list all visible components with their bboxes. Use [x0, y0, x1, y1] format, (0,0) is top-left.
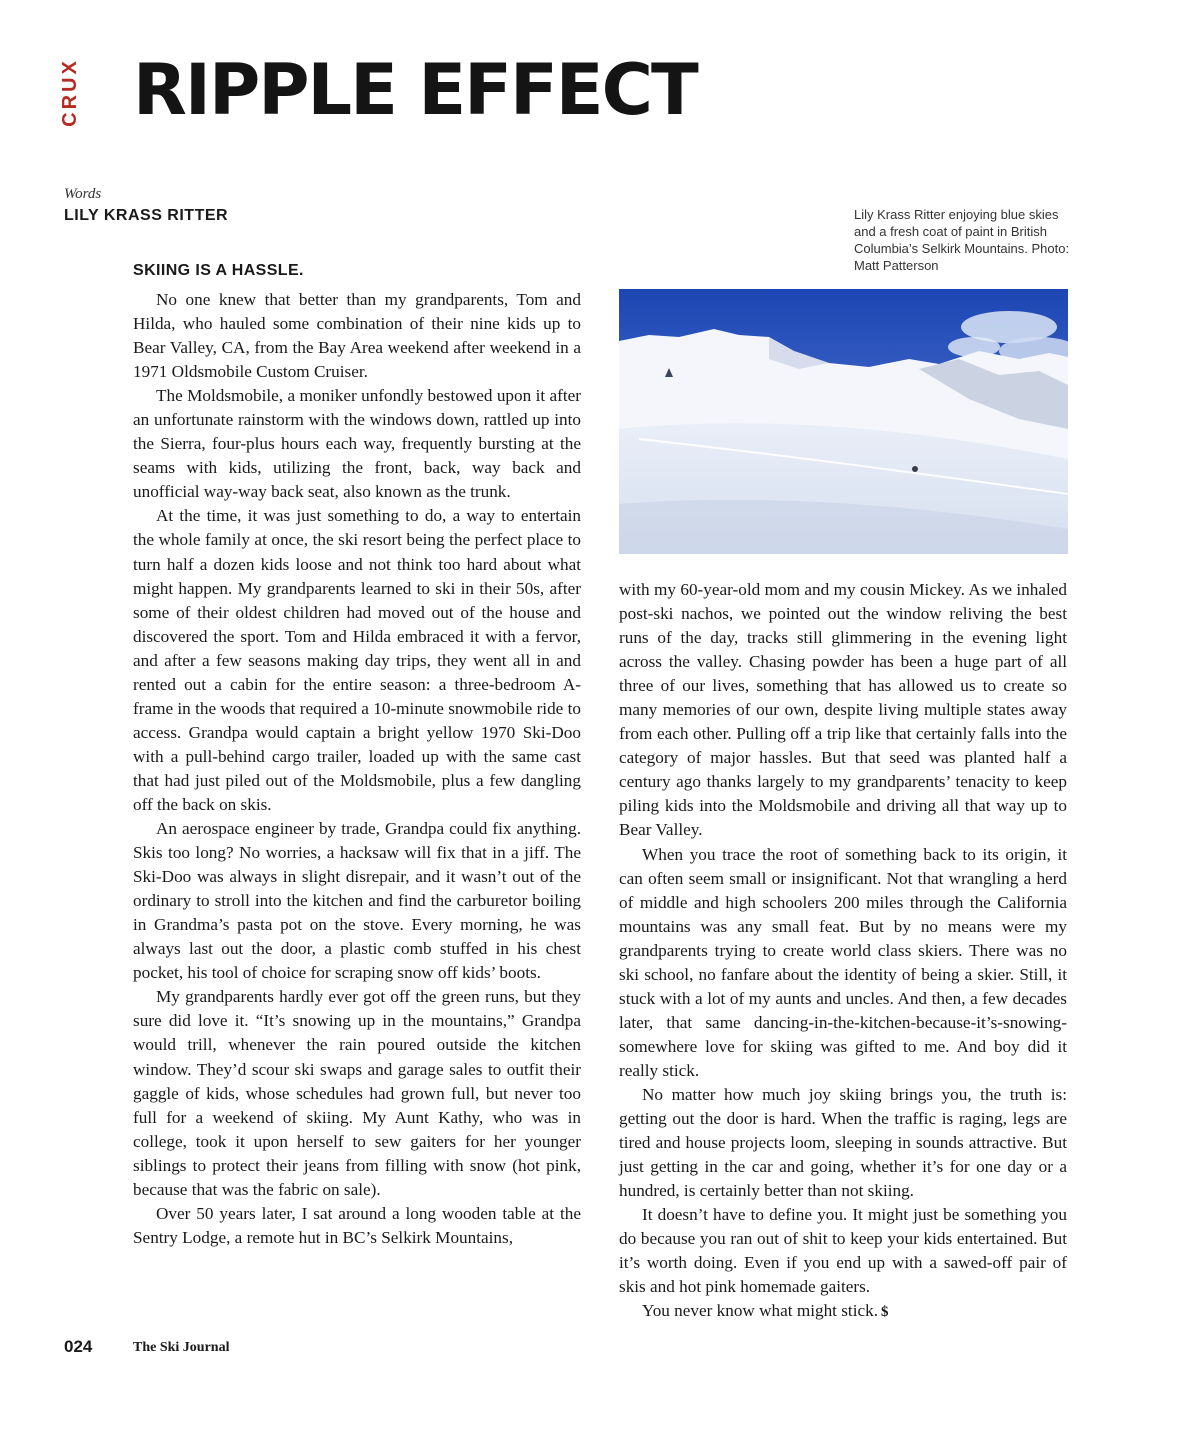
- section-tag: [48, 57, 92, 127]
- byline-name: LILY KRASS RITTER: [64, 207, 229, 224]
- paragraph: At the time, it was just something to do, a way to entertain the whole family at once, the ski resort being the perfect place to turn half a dozen kids loose and not think too hard about what might happen. My grandparents learned to ski in their 50s, after some of their oldest children had moved out of the house and discovered the sport. Tom and Hilda embraced it with a fervor, and after a few seasons making day trips, they went all in and rented out a cabin for the entire season: a three-bedroom A-frame in the woods that required a 10-minute snowmobile ride to access. Grandpa would captain a bright yellow 1970 Ski-Doo with a pull-behind cargo trailer, loaded up with the same cast that had just piled out of the Moldsmobile, plus a few dangling off the back on skis.: [133, 506, 581, 814]
- section-tag-label: CRUX: [58, 57, 81, 127]
- paragraph: The Moldsmobile, a moniker unfondly bestowed upon it after an unfortunate rainstorm with the windows down, rattled up into the Sierra, four-plus hours each way, frequently bursting at the seams with kids, utilizing the front, back, way back and unofficial way-way back seat, also known as the trunk.: [133, 386, 581, 502]
- paragraph: No matter how much joy skiing brings you, the truth is: getting out the door is hard. When the traffic is raging, legs are tired and house projects loom, sleeping in sounds attractive. But just getting in the car and going, whether it’s for one day or a hundred, is certainly better than not skiing.: [619, 1084, 1067, 1201]
- closing-paragraph: [619, 1299, 1067, 1324]
- paragraph: It doesn’t have to define you. It might just be something you do because you ran out of shit to keep your kids entertained. But it’s worth doing. Even if you end up with a sawed-off pair of skis and hot pink homemade gaiters.: [619, 1205, 1067, 1297]
- page-number: 024: [64, 1337, 93, 1356]
- closing-line: You never know what might stick.: [642, 1301, 878, 1321]
- publication-name: The Ski Journal: [133, 1340, 230, 1355]
- paragraph: When you trace the root of something back to its origin, it can often seem small or insignificant. Not that wrangling a herd of middle and high schoolers 200 miles through the California mountains was any small feat. But by no means were my grandparents trying to create world class skiers. There was no ski school, no fanfare about the identity of being a skier. Still, it stuck with a lot of my aunts and uncles. And then, a few decades later, that same dancing-in-the-kitchen-because-it’s-snowing-somewhere love for skiing was gifted to me. And boy did it really stick.: [619, 844, 1067, 1080]
- article-column-right: [619, 578, 1067, 1324]
- byline-label: Words: [64, 186, 102, 202]
- paragraph: An aerospace engineer by trade, Grandpa could fix anything. Skis too long? No worries, a hacksaw will fix that in a jiff. The Ski-Doo was always in slight disrepair, and it wasn’t out of the ordinary to stroll into the kitchen and find the carburetor boiling in Grandma’s pasta pot on the stove. Every morning, he was always last out the door, a plastic comb stuffed in his chest pocket, his tool of choice for scraping snow off kids’ boots.: [133, 819, 581, 983]
- ski-photo: [619, 289, 1068, 554]
- paragraph: My grandparents hardly ever got off the green runs, but they sure did love it. “It’s snowing up in the mountains,” Grandpa would trill, whenever the rain poured outside the kitchen window. They’d scour ski swaps and garage sales to outfit their gaggle of kids, whose schedules had grown full, but never too full for a weekend of skiing. My Aunt Kathy, who was in college, took it upon herself to sew gaiters for her younger siblings to protect their jeans from filling with snow (hot pink, because that was the fabric on sale).: [133, 987, 581, 1199]
- lede: SKIING IS A HASSLE.: [133, 262, 304, 279]
- paragraph: No one knew that better than my grandparents, Tom and Hilda, who hauled some combination of their nine kids up to Bear Valley, CA, from the Bay Area weekend after weekend in a 1971 Oldsmobile Custom Cruiser.: [133, 290, 581, 382]
- photo-caption: Lily Krass Ritter enjoying blue skies and a fresh coat of paint in British Columbia’s Selkirk Mountains. Photo: Matt Patterson: [854, 207, 1070, 273]
- paragraph-continuation: with my 60-year-old mom and my cousin Mickey. As we inhaled post-ski nachos, we pointed out the window reliving the best runs of the day, tracks still glimmering in the evening light across the valley. Chasing powder has been a huge part of all three of our lives, something that has allowed us to create so many memories of our own, despite living multiple states away from each other. Pulling off a trip like that certainly falls into the category of major hassles. But that seed was planted half a century ago thanks largely to my grandparents’ tenacity to keep piling kids into the Moldsmobile and driving all that way up to Bear Valley.: [619, 580, 1067, 840]
- end-mark-icon: $: [881, 1304, 889, 1321]
- article-column-left: [133, 288, 581, 1250]
- paragraph: Over 50 years later, I sat around a long wooden table at the Sentry Lodge, a remote hut in BC’s Selkirk Mountains,: [133, 1203, 581, 1247]
- headline: RIPPLE EFFECT: [133, 49, 697, 131]
